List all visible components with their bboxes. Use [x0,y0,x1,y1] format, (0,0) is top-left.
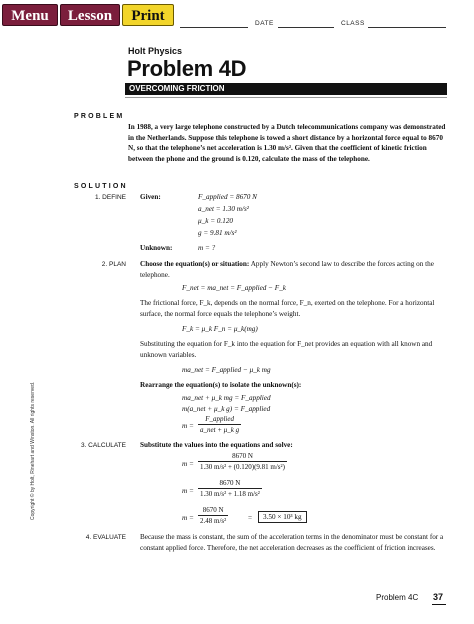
evaluate-text: Because the mass is constant, the sum of the acceleration terms in the denominator must be constant for a constant applied force. Therefore, the net acceleration decreases as the coefficient of friction increases. [140,533,444,552]
plan-intro [140,259,452,280]
equation-mass-numerator: F_applied [205,415,234,423]
footer-problem-label: Problem 4C [376,593,419,602]
date-label: DATE [255,20,274,27]
unknown-mass: m = ? [198,244,216,252]
rearrange-heading: Rearrange the equation(s) to isolate the unknown(s): [140,381,302,389]
given-applied-force: F_applied = 8670 N [198,193,257,201]
menu-button[interactable]: Menu [2,4,58,26]
calc-step3-lhs: m = [182,514,194,522]
calc-step2-denominator: 1.30 m/s² + 1.18 m/s² [200,490,260,498]
calc-step3-numerator: 8670 N [202,506,224,514]
fraction-bar [198,424,241,425]
fraction-bar [198,488,262,489]
solution-heading: SOLUTION [74,183,128,190]
equation-rearranged-2: m(a_net + μ_k g) = F_applied [182,405,271,413]
name-field-line [180,27,248,28]
plan-substitution-text: Substituting the equation for F_k into the equation for F_net provides an equation with all known and unknown variables. [140,340,433,359]
calc-step1-denominator: 1.30 m/s² + (0.120)(9.81 m/s²) [200,463,285,471]
given-net-acceleration: a_net = 1.30 m/s² [198,205,249,213]
date-field-line [278,27,334,28]
plan-intro-rest: Apply Newton’s second law to describe the forces acting on the telephone. [140,260,434,279]
page-number-underline [432,604,446,605]
page-number: 37 [433,592,444,602]
equation-mass-denominator: a_net + μ_k g [200,426,240,434]
calculate-heading: Substitute the values into the equations and solve: [140,441,293,449]
equation-net-force: F_net = ma_net = F_applied − F_k [182,284,286,292]
equation-combined: ma_net = F_applied − μ_k mg [182,366,271,374]
lesson-button[interactable]: Lesson [60,4,120,26]
top-toolbar [0,0,474,30]
step-evaluate-label: 4. EVALUATE [85,534,126,541]
banner-divider [125,97,447,98]
given-friction-coefficient: μ_k = 0.120 [198,217,234,225]
given-gravity: g = 9.81 m/s² [198,229,237,237]
problem-statement: In 1988, a very large telephone constructed by a Dutch telecommunications company was demonstrated in the Netherlands. Suppose this telephone is towed a short distance by a horizontal force equal to 8670 N, so that the telephone’s net acceleration is 1.30 m/s². Given that the coefficient of kinetic friction between the phone and the ground is 0.120, calculate the mass of the telephone. [128,123,446,163]
book-subtitle: Holt Physics [128,46,183,56]
calc-step3-equals: = [248,514,253,522]
fraction-bar [198,461,287,462]
calc-step1-lhs: m = [182,460,194,468]
problem-heading: PROBLEM [74,113,125,120]
page-title: Problem 4D [127,56,247,81]
topic-banner: OVERCOMING FRICTION [125,83,447,95]
equation-mass-fraction [198,415,241,434]
calc-step2-fraction [198,479,262,498]
equation-frictional-force: F_k = μ_k F_n = μ_k(mg) [182,325,258,333]
calc-step3-fraction [198,506,228,525]
equation-mass-lhs: m = [182,422,194,430]
calc-step2-numerator: 8670 N [219,479,241,487]
given-label: Given: [140,193,161,201]
class-label: CLASS [341,20,365,27]
class-field-line [368,27,446,28]
step-calculate-label: 3. CALCULATE [80,442,126,449]
plan-frictional-force-text: The frictional force, F_k, depends on the normal force, F_n, exerted on the telephone. For a horizontal surface, the normal force equals the telephone’s weight. [140,299,435,318]
unknown-label: Unknown: [140,244,173,252]
calc-step2-lhs: m = [182,487,194,495]
print-button[interactable]: Print [122,4,174,26]
calc-step1-fraction [198,452,287,471]
step-define-label: 1. DEFINE [94,194,126,201]
step-plan-label: 2. PLAN [101,261,126,268]
calc-step1-numerator: 8670 N [232,452,253,460]
equation-rearranged-1: ma_net + μ_k mg = F_applied [182,394,271,402]
plan-intro-bold: Choose the equation(s) or situation: [140,260,250,268]
answer-box: 3.50 × 10³ kg [258,511,307,523]
fraction-bar [198,515,228,516]
calc-step3-denominator: 2.48 m/s² [200,517,227,525]
copyright-notice: Copyright © by Holt, Rinehart and Winston. All rights reserved. [30,381,36,520]
